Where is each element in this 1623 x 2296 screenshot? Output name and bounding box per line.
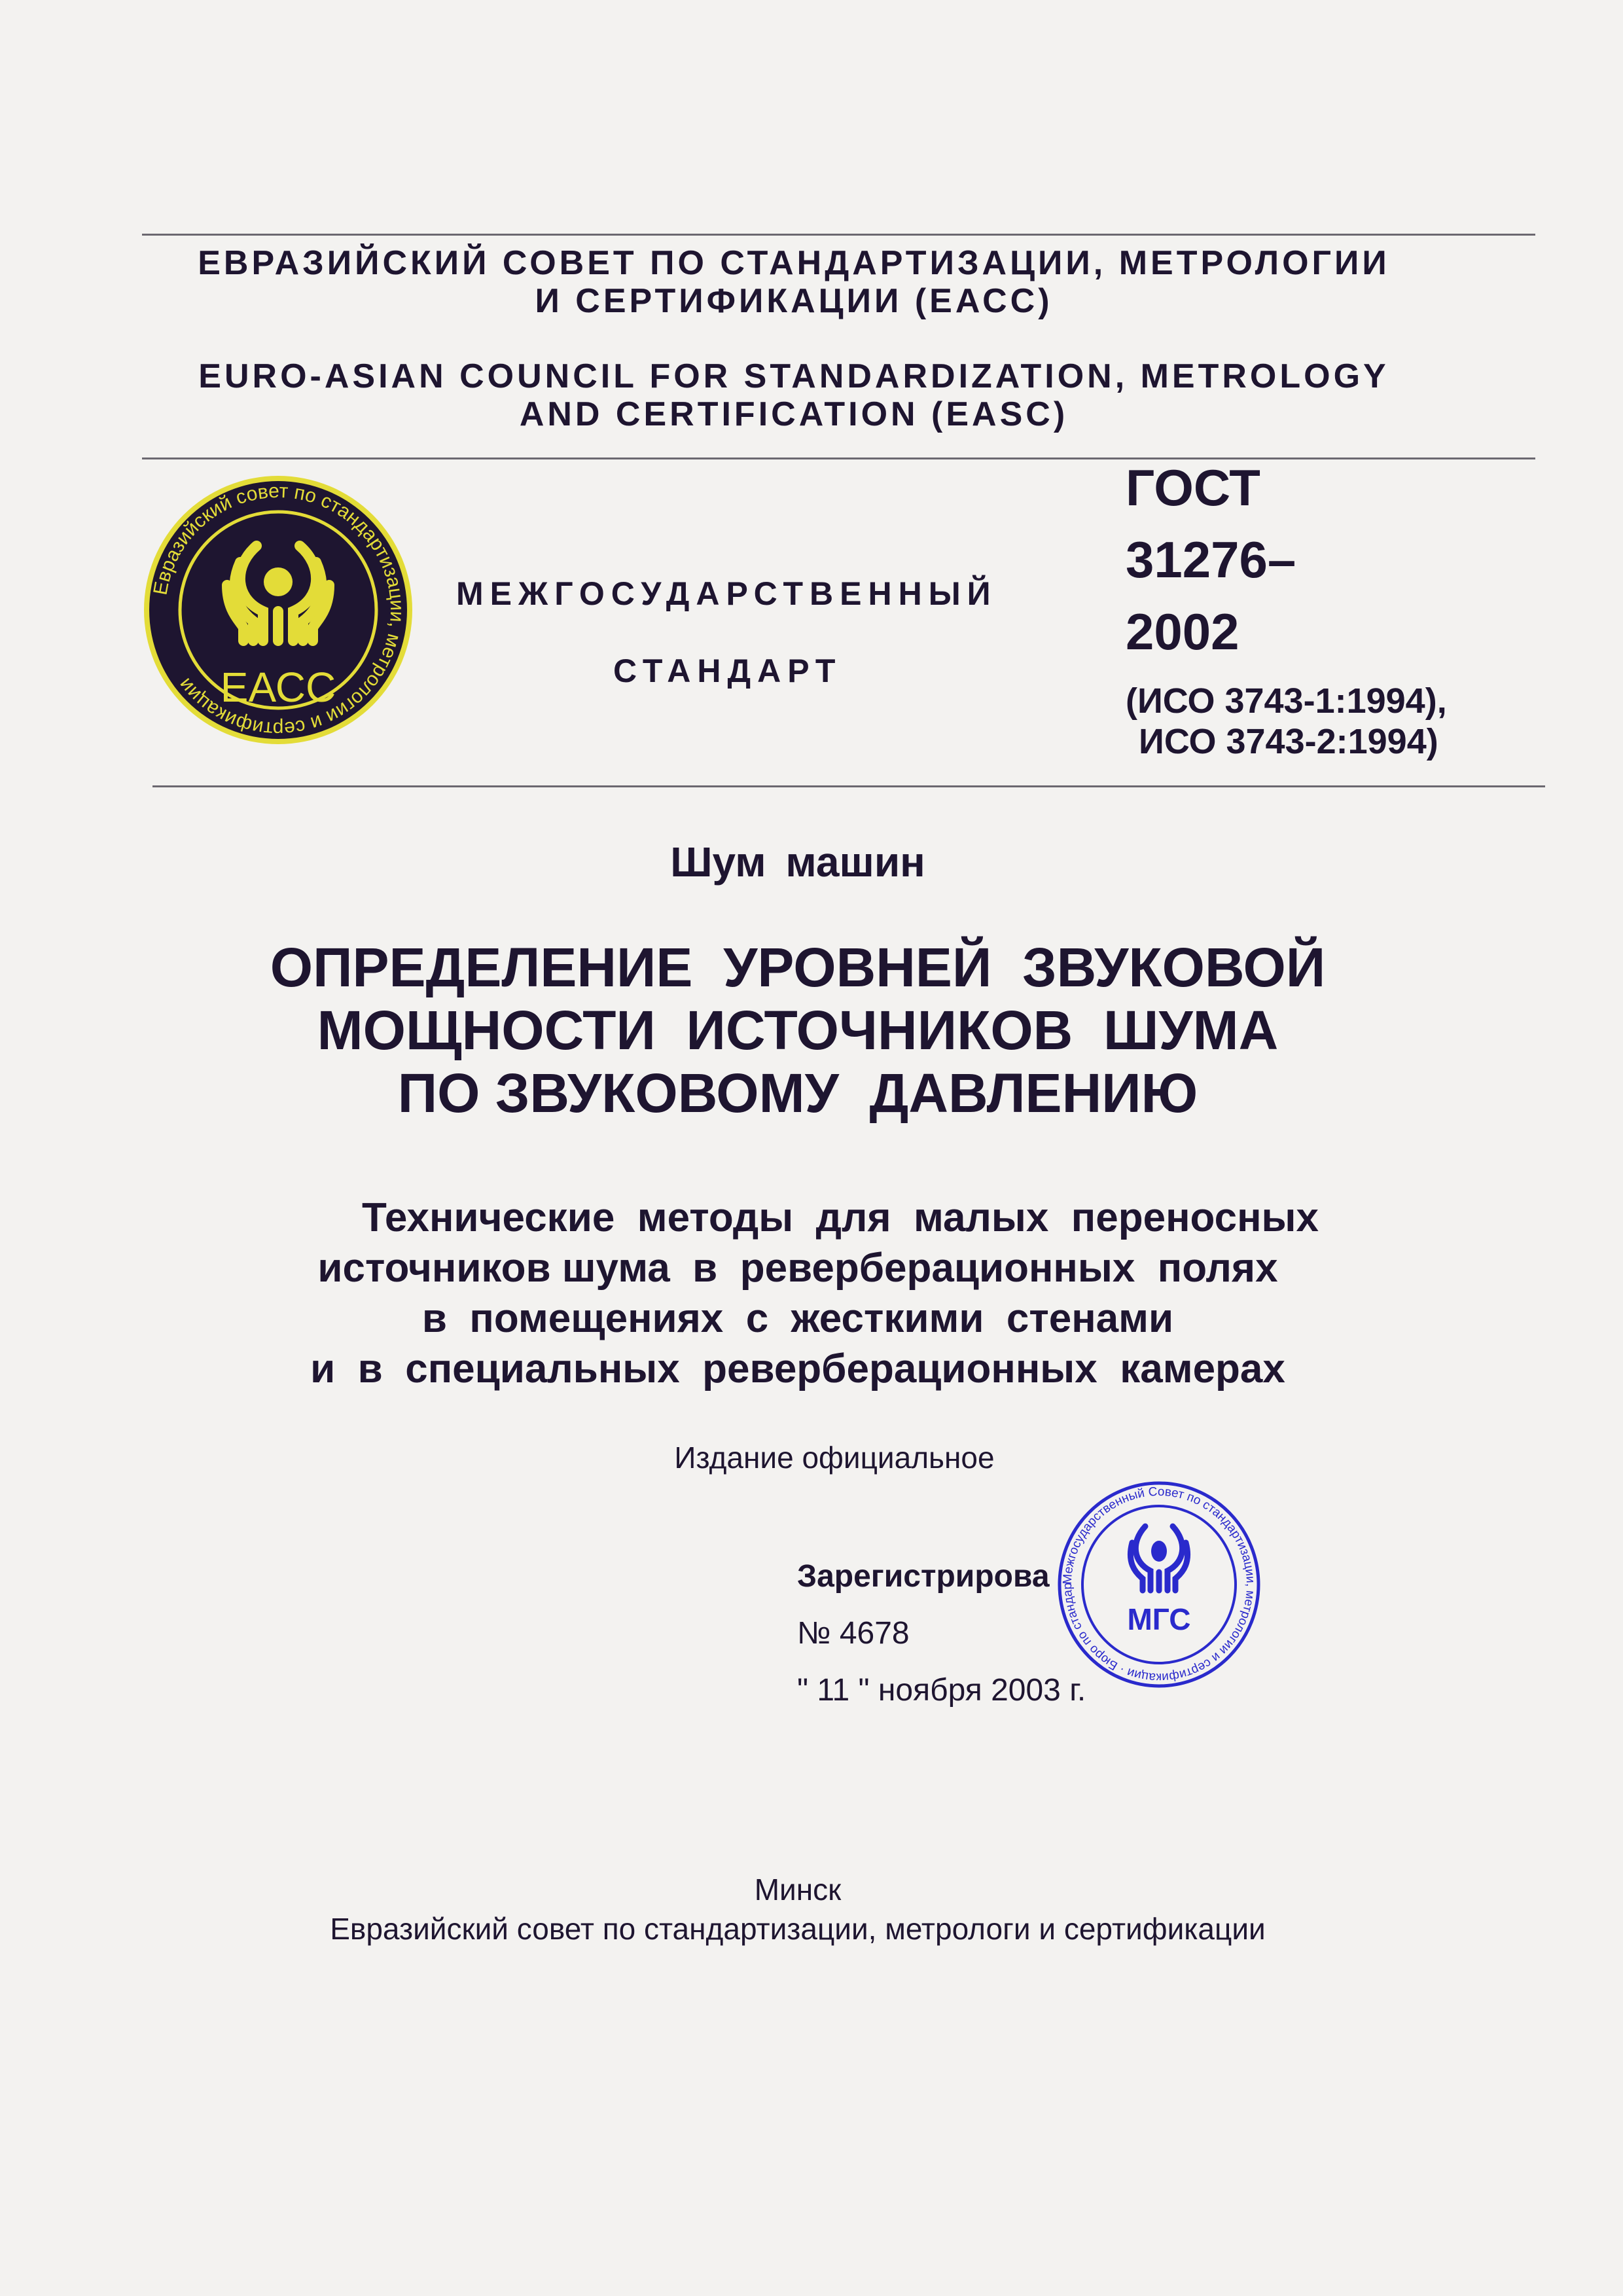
gost-year: 2002 — [1126, 603, 1240, 660]
title-line: ПО ЗВУКОВОМУ ДАВЛЕНИЮ — [397, 1062, 1198, 1124]
easc-logo — [142, 474, 414, 746]
registration-label: Зарегистрирова — [797, 1559, 1050, 1594]
council-name-en — [0, 357, 1588, 433]
council-name-en-line2: AND CERTIFICATION (EASC) — [519, 395, 1069, 433]
council-name-ru-line2: И СЕРТИФИКАЦИИ (ЕАСС) — [535, 282, 1053, 320]
gost-label: ГОСТ — [1126, 459, 1260, 516]
subtitle-line: в помещениях с жесткими стенами — [421, 1296, 1174, 1341]
iso-references — [1126, 681, 1447, 762]
top-rule — [142, 234, 1535, 236]
edition-note: Издание официальное — [674, 1441, 995, 1475]
registration-date: " 11 " ноября 2003 г. — [797, 1673, 1086, 1708]
subtitle-line: Технические методы для малых переносных — [362, 1195, 1319, 1240]
gost-designation — [1126, 452, 1296, 668]
iso-ref-2: ИСО 3743-2:1994) — [1139, 722, 1438, 761]
council-name-ru-line1: ЕВРАЗИЙСКИЙ СОВЕТ ПО СТАНДАРТИЗАЦИИ, МЕТРОЛОГИИ — [198, 244, 1390, 282]
logo-text: ЕАСС — [220, 664, 336, 711]
header-rule — [142, 457, 1535, 459]
publication-city: Минск — [754, 1873, 842, 1907]
council-name-en-line1: EURO-ASIAN COUNCIL FOR STANDARDIZATION, METROLOGY — [198, 357, 1389, 395]
registration-block — [797, 1548, 1086, 1719]
svg-text:Межгосударственный Совет по ст: Межгосударственный Совет по стандартизации, метрологии и сертификации · Бюро по стандар — [1060, 1484, 1258, 1685]
mgs-stamp — [1055, 1480, 1263, 1689]
title-line: МОЩНОСТИ ИСТОЧНИКОВ ШУМА — [317, 999, 1279, 1061]
council-name-ru — [0, 244, 1588, 320]
standard-type-line1: МЕЖГОСУДАРСТВЕННЫЙ — [456, 575, 997, 612]
designation-rule — [152, 785, 1545, 787]
title-line: ОПРЕДЕЛЕНИЕ УРОВНЕЙ ЗВУКОВОЙ — [270, 937, 1326, 998]
document-subtitle — [0, 1193, 1596, 1394]
subtitle-line: источников шума в реверберационных полях — [317, 1246, 1278, 1291]
stamp-text: МГС — [1127, 1602, 1191, 1636]
gost-number: 31276– — [1126, 531, 1296, 588]
svg-text:Евразийский совет по стандарти: Евразийский совет по стандартизации, метрологии и сертификации — [149, 480, 408, 740]
iso-ref-1: (ИСО 3743-1:1994), — [1126, 681, 1447, 721]
registration-number: № 4678 — [797, 1616, 910, 1651]
publisher: Евразийский совет по стандартизации, метрологи и сертификации — [330, 1912, 1266, 1946]
subtitle-line: и в специальных реверберационных камерах — [310, 1346, 1285, 1391]
topic: Шум машин — [670, 838, 925, 886]
standard-type-line2: СТАНДАРТ — [613, 653, 842, 689]
document-title — [0, 936, 1596, 1124]
